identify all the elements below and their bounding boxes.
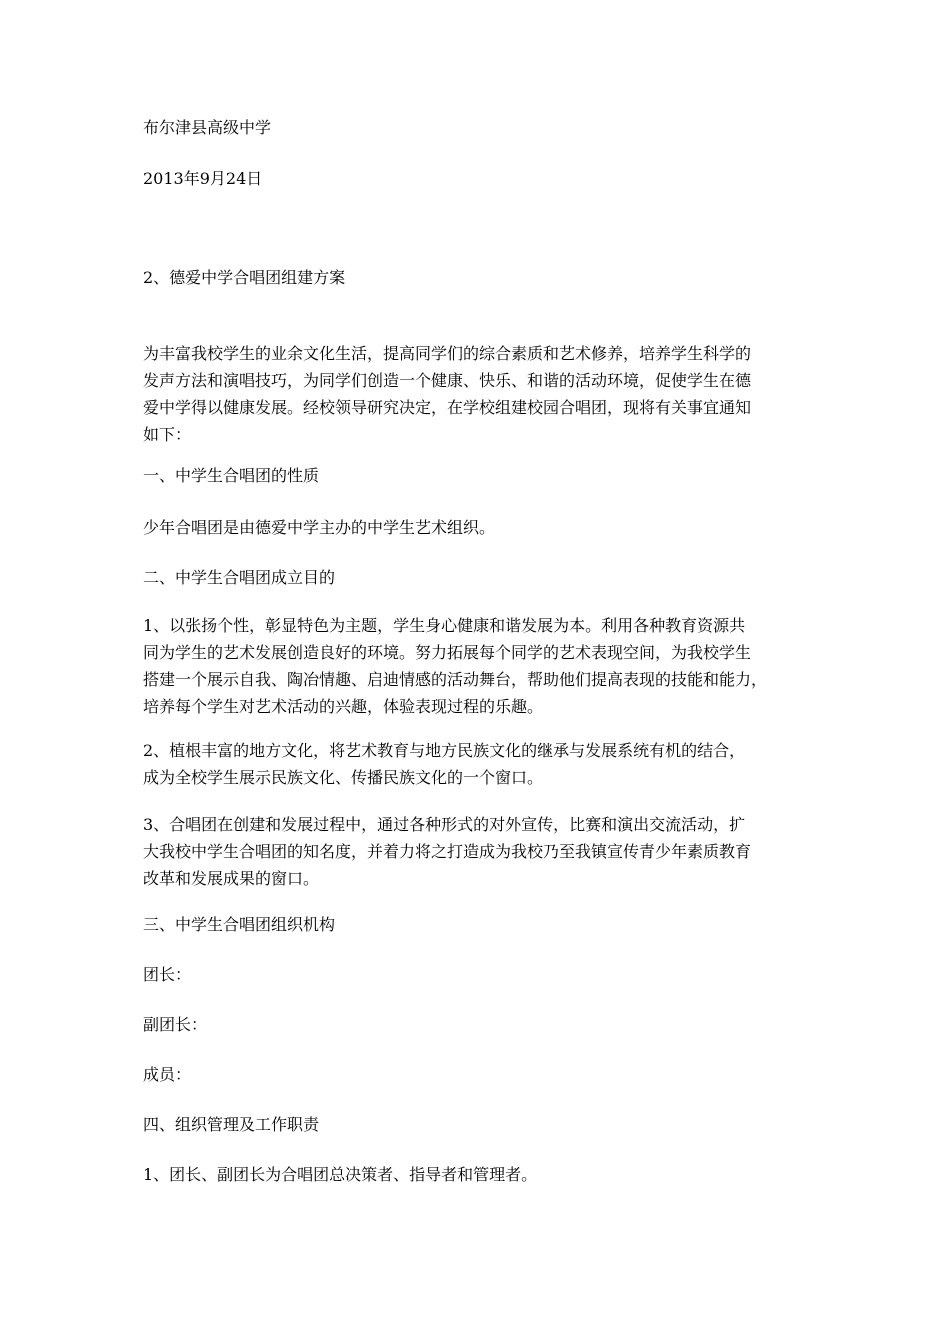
paragraph-line: 成为全校学生展示民族文化、传播民族文化的一个窗口。 xyxy=(143,768,544,787)
intro-line: 爱中学得以健康发展。经校领导研究决定，在学校组建校园合唱团，现将有关事宜通知 xyxy=(143,398,752,417)
paragraph-line: 培养每个学生对艺术活动的兴趣，体验表现过程的乐趣。 xyxy=(143,697,544,716)
section-heading-2: 二、中学生合唱团成立目的 xyxy=(143,568,336,587)
intro-line: 如下： xyxy=(143,425,192,444)
paragraph-line: 同为学生的艺术发展创造良好的环境。努力拓展每个同学的艺术表现空间，为我校学生 xyxy=(143,643,752,662)
section-heading-1: 一、中学生合唱团的性质 xyxy=(143,466,320,485)
section-heading-4: 四、组织管理及工作职责 xyxy=(143,1115,320,1134)
paragraph-line: 大我校中学生合唱团的知名度，并着力将之打造成为我校乃至我镇宣传青少年素质教育 xyxy=(143,842,752,861)
intro-paragraph xyxy=(143,340,813,448)
school-name: 布尔津县高级中学 xyxy=(143,118,272,137)
paragraph-line: 2、植根丰富的地方文化，将艺术教育与地方民族文化的继承与发展系统有机的结合， xyxy=(143,741,746,760)
section-1-text: 少年合唱团是由德爱中学主办的中学生艺术组织。 xyxy=(143,518,496,537)
section-heading-3: 三、中学生合唱团组织机构 xyxy=(143,915,336,934)
leader-label: 团长： xyxy=(143,965,192,984)
paragraph-line: 改革和发展成果的窗口。 xyxy=(143,869,320,888)
paragraph-line: 搭建一个展示自我、陶冶情趣、启迪情感的活动舞台，帮助他们提高表现的技能和能力， xyxy=(143,670,768,689)
purpose-item-1 xyxy=(143,612,813,720)
vice-leader-label: 副团长： xyxy=(143,1015,208,1034)
purpose-item-2 xyxy=(143,737,813,791)
purpose-item-3 xyxy=(143,811,813,892)
document-date: 2013年9月24日 xyxy=(143,169,263,188)
paragraph-line: 1、以张扬个性，彰显特色为主题，学生身心健康和谐发展为本。利用各种教育资源共 xyxy=(143,616,746,635)
members-label: 成员： xyxy=(143,1065,192,1084)
paragraph-line: 3、合唱团在创建和发展过程中，通过各种形式的对外宣传，比赛和演出交流活动，扩 xyxy=(143,815,746,834)
intro-line: 为丰富我校学生的业余文化生活，提高同学们的综合素质和艺术修养，培养学生科学的 xyxy=(143,344,752,363)
document-title: 2、德爱中学合唱团组建方案 xyxy=(143,268,346,287)
section-4-item-1: 1、团长、副团长为合唱团总决策者、指导者和管理者。 xyxy=(143,1165,538,1184)
intro-line: 发声方法和演唱技巧，为同学们创造一个健康、快乐、和谐的活动环境，促使学生在德 xyxy=(143,371,752,390)
